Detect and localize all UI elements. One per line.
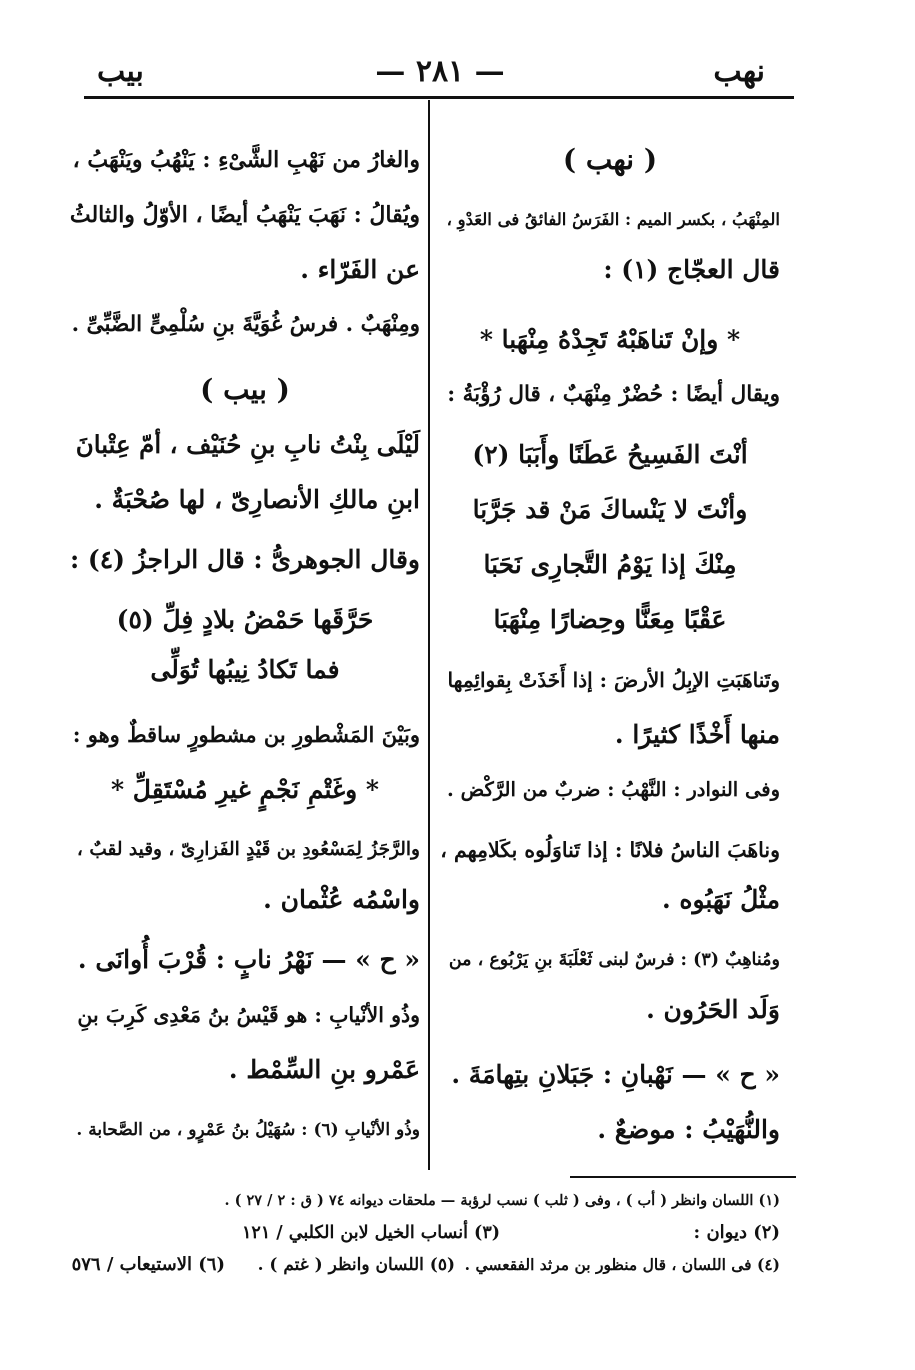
footnote-rule bbox=[570, 1176, 796, 1178]
footnote-6: (٦) الاستيعاب / ٥٧٦ bbox=[71, 1254, 225, 1275]
right-col-text-line: وناهَبَ الناسُ فلانًا : إذا تَناوَلُوه بكَلامِهم ، bbox=[440, 838, 780, 862]
right-col-text-line: المِنْهَبُ ، بكسر الميم : الفَرَسُ الفائقُ فى العَدْوِ ، bbox=[446, 210, 780, 229]
header-left-word: بيب bbox=[97, 54, 144, 89]
left-col-text-line: عَمْرو بنِ السِّمْط . bbox=[228, 1055, 420, 1084]
footnote-5: (٥) اللسان وانظر ( غتم ) . bbox=[257, 1255, 455, 1275]
left-col-text-line: ويُقالُ : نَهَبَ يَنْهَبُ أيضًا ، الأوّلُ والثالثُ bbox=[69, 202, 420, 228]
right-col-verse-line: مِنْكَ إذا يَوْمُ التَّجارِى نَحَبَا bbox=[483, 550, 737, 579]
left-col-text-line: « ح » — نَهْرُ نابٍ : قُرْبَ أُوانَى . bbox=[77, 945, 420, 974]
right-col-text-line: قال العجّاج (١) : bbox=[603, 255, 780, 284]
left-col-text-line: وبَيْنَ المَشْطورِ بن مشطورٍ ساقطٌ وهو : bbox=[72, 722, 420, 747]
left-col-text-line: وذُو الأنْيابِ : هو قَيْسُ بنُ مَعْدِى كَرِبَ بنِ bbox=[77, 1003, 420, 1027]
right-col-text-line: مثْلُ نَهَبُوه . bbox=[661, 885, 780, 914]
right-col-text-line: « ح » — نَهْبانِ : جَبَلانِ بتِهامَةَ . bbox=[451, 1060, 780, 1089]
right-col-text-line: والنُّهَيْبُ : موضعٌ . bbox=[597, 1115, 780, 1144]
left-col-text-line: ابنِ مالكِ الأنصارِىّ ، لها صُحْبَةٌ . bbox=[94, 485, 420, 514]
left-col-text-line: ومِنْهَبٌ . فرسُ غُوَيَّةَ بنِ سُلْمِىٍّ الضَّبِّىِّ . bbox=[71, 312, 420, 337]
left-col-text-line: لَيْلَى بِنْتُ نابِ بنِ حُنَيْف ، أمّ عِتْبانَ bbox=[75, 430, 420, 459]
left-col-text-line: واسْمُه عُثْمان . bbox=[263, 885, 420, 914]
left-col-verse-line: * وغَتْمِ نَجْمٍ غيرِ مُسْتَقِلِّ * bbox=[111, 775, 379, 804]
right-col-verse-line: عَقْبًا مِعَنًّا وحِضارًا مِنْهَبَا bbox=[493, 605, 727, 634]
right-col-text-line: وفى النوادر : النَّهْبُ : ضربٌ من الرَّكْض . bbox=[447, 778, 780, 801]
left-col-verse-line: حَرَّقَها حَمْضُ بلادٍ فِلِّ (٥) bbox=[116, 605, 374, 634]
left-col-text-line: وقال الجوهرىُّ : قال الراجزُ (٤) : bbox=[69, 545, 420, 574]
column-divider bbox=[428, 100, 430, 1170]
header-rule bbox=[84, 96, 794, 99]
footnote-2: (٢) ديوان : bbox=[693, 1222, 780, 1243]
left-col-text-line: عن الفَرّاء . bbox=[300, 255, 420, 284]
footnote-3: (٣) أنساب الخيل لابن الكلبي / ١٢١ bbox=[242, 1223, 500, 1243]
right-col-verse-line: أنْتَ الفَسِيحُ عَطَنًا وأَبَبَا (٢) bbox=[472, 440, 748, 469]
right-col-verse-line: * وإنْ تَناهَبْهُ تَجِدْهُ مِنْهَبا * bbox=[479, 325, 741, 354]
footnote-4: (٤) فى اللسان ، قال منظور بن مرثد الفقعسي . bbox=[464, 1255, 780, 1274]
right-col-text-line: وتَناهَبَتِ الإبِلُ الأرضَ : إذا أَخَذَتْ بِقوائِمِها bbox=[447, 668, 780, 692]
right-col-text-line: ويقال أيضًا : حُضْرٌ مِنْهَبٌ ، قال رُؤْبَةُ : bbox=[447, 382, 780, 407]
left-col-text-line: والرَّجَزُ لِمَسْعُودِ بن قَيْدٍ الفَزارِىّ ، وقيد لقبٌ ، bbox=[76, 839, 420, 860]
right-col-verse-line: وأنْتَ لا يَنْساكَ مَنْ قد جَرَّبَا bbox=[472, 495, 748, 524]
footnote-1: (١) اللسان وانظر ( أب ) ، وفى ( ثلب ) نسب لرؤبة — ملحقات ديوانه ٧٤ ( ق : ٢ / ٢٧ ) . bbox=[224, 1192, 780, 1209]
left-col-verse-line: فما تَكادُ نِيبُها تُوَلِّى bbox=[150, 655, 340, 684]
left-col-text-line: والغارُ من نَهْبِ الشَّىْءِ : يَنْهُبُ ويَنْهَبُ ، bbox=[72, 147, 420, 173]
right-col-entry-heading: ( نهب ) bbox=[562, 143, 658, 176]
left-col-entry-heading: ( بيب ) bbox=[200, 373, 290, 406]
left-col-text-line: وذُو الأنْيابِ (٦) : سُهَيْلُ بنُ عَمْرٍو ، من الصَّحابة . bbox=[76, 1120, 420, 1140]
header-right-word: نهب bbox=[713, 54, 765, 89]
right-col-text-line: وَلَد الحَرُون . bbox=[646, 995, 780, 1024]
page-number: — ٢٨١ — bbox=[375, 54, 505, 89]
right-col-text-line: منها أَخْذًا كثيرًا . bbox=[614, 720, 780, 749]
right-col-text-line: ومُناهِبٌ (٣) : فرسٌ لبنى ثَعْلَبَةَ بنِ يَرْبُوع ، من bbox=[448, 950, 780, 970]
